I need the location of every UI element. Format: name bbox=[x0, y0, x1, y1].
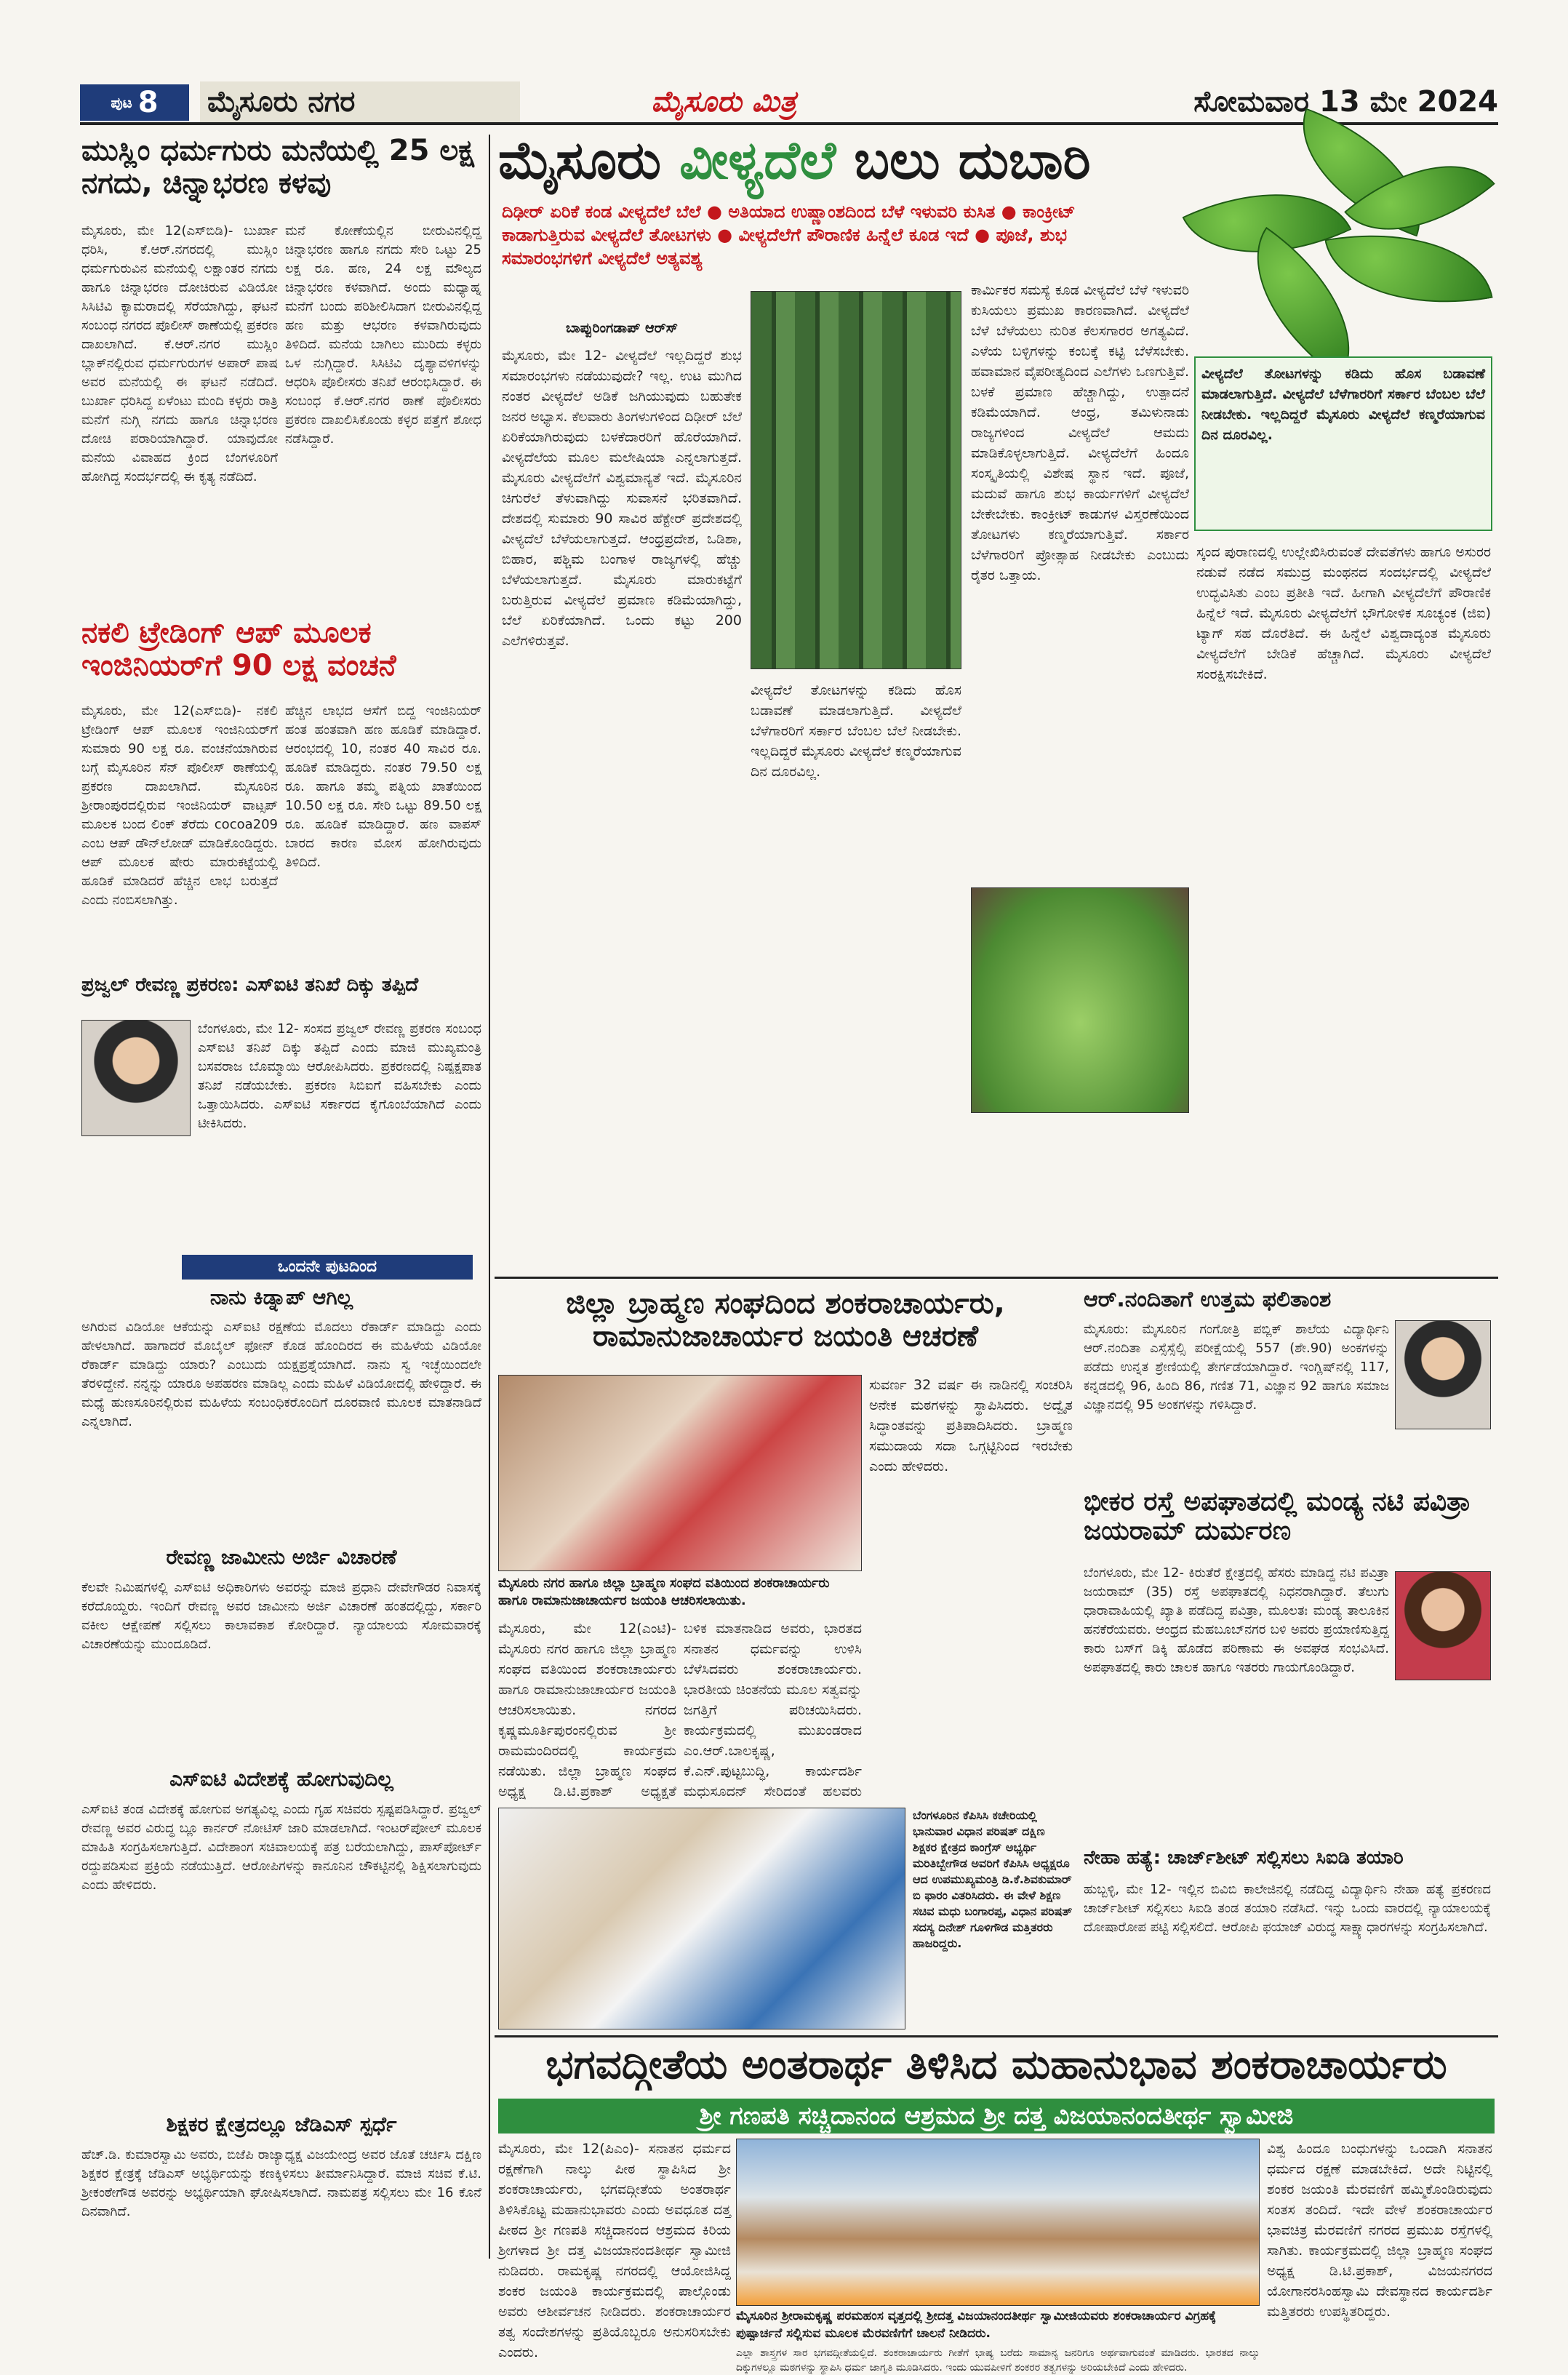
betel-boxed-text: ವೀಳ್ಯದೆಲೆ ತೋಟಗಳನ್ನು ಕಡಿದು ಹೊಸ ಬಡಾವಣೆ ಮಾಡಲಾಗುತ್ತಿದೆ. ವೀಳ್ಯದೆಲೆ ಬೆಳೆಗಾರರಿಗೆ ಸರ್ಕಾರ ಬೆಂಬಲ ಬೆಲೆ ನೀಡಬೇಕು. ಇಲ್ಲದಿದ್ದರೆ ಮೈಸೂರು ವೀಳ್ಯದೆಲೆ ಕಣ್ಮರೆಯಾಗುವ ದಿನ ದೂರವಿಲ್ಲ. bbox=[1201, 366, 1485, 443]
betel-col2: ಕಾರ್ಮಿಕರ ಸಮಸ್ಯೆ ಕೂಡ ವೀಳ್ಯದೆಲೆ ಬೆಳೆ ಇಳುವರಿ ಕುಸಿಯಲು ಪ್ರಮುಖ ಕಾರಣವಾಗಿದೆ. ವೀಳ್ಯದೆಲೆ ಬೆಳೆ ಬೆಳೆಯಲು ನುರಿತ ಕೆಲಸಗಾರರ ಅಗತ್ಯವಿದೆ. ಎಳೆಯ ಬಳ್ಳಿಗಳನ್ನು ಕಂಬಕ್ಕೆ ಕಟ್ಟಿ ಬೆಳೆಸಬೇಕು. ಹವಾಮಾನ ವೈಪರೀತ್ಯದಿಂದ ಎಲೆಗಳು ಒಣಗುತ್ತಿವೆ. ಬಳಕೆ ಪ್ರಮಾಣ ಹೆಚ್ಚಾಗಿದ್ದು, ಉತ್ಪಾದನೆ ಕಡಿಮೆಯಾಗಿದೆ. ಆಂಧ್ರ, ತಮಿಳುನಾಡು ರಾಜ್ಯಗಳಿಂದ ವೀಳ್ಯದೆಲೆ ಆಮದು ಮಾಡಿಕೊಳ್ಳಲಾಗುತ್ತಿದೆ. ವೀಳ್ಯದೆಲೆಗೆ ಹಿಂದೂ ಸಂಸ್ಕೃತಿಯಲ್ಲಿ ವಿಶೇಷ ಸ್ಥಾನ ಇದೆ. ಪೂಜೆ, ಮದುವೆ ಹಾಗೂ ಶುಭ ಕಾರ್ಯಗಳಿಗೆ ವೀಳ್ಯದೆಲೆ ಬೇಕೇಬೇಕು. ಕಾಂಕ್ರೀಟ್ ಕಾಡುಗಳ ವಿಸ್ತರಣೆಯಿಂದ ತೋಟಗಳು ಕಣ್ಮರೆಯಾಗುತ್ತಿವೆ. ಸರ್ಕಾರ ಬೆಳೆಗಾರರಿಗೆ ಪ್ರೋತ್ಸಾಹ ನೀಡಬೇಕು ಎಂಬುದು ರೈತರ ಒತ್ತಾಯ. bbox=[971, 282, 1189, 583]
gita-col1: ಮೈಸೂರು, ಮೇ 12(ಪಿಎಂ)- ಸನಾತನ ಧರ್ಮದ ರಕ್ಷಣೆಗಾಗಿ ನಾಲ್ಕು ಪೀಠ ಸ್ಥಾಪಿಸಿದ ಶ್ರೀ ಶಂಕರಾಚಾರ್ಯರು, ಭಗವದ್ಗೀತೆಯ ಅಂತರಾರ್ಥ ತಿಳಿಸಿಕೊಟ್ಟ ಮಹಾನುಭಾವರು ಎಂದು ಅವಧೂತ ದತ್ತ ಪೀಠದ ಶ್ರೀ ಗಣಪತಿ ಸಚ್ಚಿದಾನಂದ ಆಶ್ರಮದ ಕಿರಿಯ ಶ್ರೀಗಳಾದ ಶ್ರೀ ದತ್ತ ವಿಜಯಾನಂದತೀರ್ಥ ಸ್ವಾಮೀಜಿ ನುಡಿದರು. ರಾಮಕೃಷ್ಣ ನಗರದಲ್ಲಿ ಆಯೋಜಿಸಿದ್ದ ಶಂಕರ ಜಯಂತಿ ಕಾರ್ಯಕ್ರಮದಲ್ಲಿ ಪಾಲ್ಗೊಂಡು ಅವರು ಆಶೀರ್ವಚನ ನೀಡಿದರು. ಶಂಕರಾಚಾರ್ಯರ ತತ್ವ ಸಂದೇಶಗಳನ್ನು ಪ್ರತಿಯೊಬ್ಬರೂ ಅನುಸರಿಸಬೇಕು ಎಂದರು. bbox=[498, 2141, 731, 2360]
theft-col1: ಮೈಸೂರು, ಮೇ 12(ಎಸ್‌ಬಿಡಿ)- ಬುರ್ಖಾ ಧರಿಸಿ, ಕೆ.ಆರ್.ನಗರದಲ್ಲಿ ಮುಸ್ಲಿಂ ಧರ್ಮಗುರುವಿನ ಮನೆಯಲ್ಲಿ ಲಕ್ಷಾಂತರ ನಗದು ಹಾಗೂ ಚಿನ್ನಾಭರಣ ದೋಚಿರುವ ವಿಡಿಯೋ ಸಿಸಿಟಿವಿ ಕ್ಯಾಮರಾದಲ್ಲಿ ಸೆರೆಯಾಗಿದ್ದು, ಘಟನೆ ಸಂಬಂಧ ನಗರದ ಪೊಲೀಸ್ ಠಾಣೆಯಲ್ಲಿ ಪ್ರಕರಣ ದಾಖಲಾಗಿದೆ. ಕೆ.ಆರ್.ನಗರ ಮುಸ್ಲಿಂ ಬ್ಲಾಕ್‌ನಲ್ಲಿರುವ ಧರ್ಮಗುರುಗಳ ಅಪಾರ್ ಪಾಷ ಅವರ ಮನೆಯಲ್ಲಿ ಈ ಘಟನೆ ನಡೆದಿದೆ. ಬುರ್ಖಾ ಧರಿಸಿದ್ದ ಏಳೆಂಟು ಮಂದಿ ಕಳ್ಳರು ರಾತ್ರಿ ಮನೆಗೆ ನುಗ್ಗಿ ನಗದು ಹಾಗೂ ಚಿನ್ನಾಭರಣ ದೋಚಿ ಪರಾರಿಯಾಗಿದ್ದಾರೆ. ಯಾವುದೋ ಮನೆಯ ವಿವಾಹದ ಕ್ರಿಂದ ಬೆಂಗಳೂರಿಗೆ ಹೋಗಿದ್ದ ಸಂದರ್ಭದಲ್ಲಿ ಈ ಕೃತ್ಯ ನಡೆದಿದೆ. bbox=[81, 223, 278, 484]
gita-subhead: ಶ್ರೀ ಗಣಪತಿ ಸಚ್ಚಿದಾನಂದ ಆಶ್ರಮದ ಶ್ರೀ ದತ್ತ ವಿಜಯಾನಂದತೀರ್ಥ ಸ್ವಾಮೀಜಿ bbox=[498, 2099, 1495, 2133]
bullet-item: ದಿಢೀರ್ ಏರಿಕೆ ಕಂಡ ವೀಳ್ಯದೆಲೆ ಬೆಲೆ bbox=[502, 201, 701, 222]
bommai-photo bbox=[81, 1020, 191, 1136]
page-number: 8 bbox=[137, 86, 159, 119]
betel-col1: ಮೈಸೂರು, ಮೇ 12- ವೀಳ್ಯದೆಲೆ ಇಲ್ಲದಿದ್ದರೆ ಶುಭ ಸಮಾರಂಭಗಳು ನಡೆಯುವುದೇ? ಇಲ್ಲ. ಉಟ ಮುಗಿದ ನಂತರ ವೀಳ್ಯದೆಲೆ ಅಡಿಕೆ ಜಗಿಯುವುದು ಬಹುತೇಕ ಜನರ ಅಭ್ಯಾಸ. ಕೆಲವಾರು ತಿಂಗಳುಗಳಿಂದ ದಿಢೀರ್ ಬೆಲೆ ಏರಿಕೆಯಾಗಿರುವುದು ಬಳಕೆದಾರರಿಗೆ ಹೊರೆಯಾಗಿದೆ. ವೀಳ್ಯದೆಲೆಯ ಮೂಲ ಮಲೇಷಿಯಾ ಎನ್ನಲಾಗುತ್ತದೆ. ಮೈಸೂರು ವೀಳ್ಯದೆಲೆಗೆ ವಿಶ್ವಮಾನ್ಯತೆ ಇದೆ. ಮೈಸೂರಿನ ಚಿಗುರೆಲೆ ತೆಳುವಾಗಿದ್ದು ಸುವಾಸನೆ ಭರಿತವಾಗಿದೆ. ದೇಶದಲ್ಲಿ ಸುಮಾರು 90 ಸಾವಿರ ಹೆಕ್ಟೇರ್ ಪ್ರದೇಶದಲ್ಲಿ ವೀಳ್ಯದೆಲೆ ಬೆಳೆಯಲಾಗುತ್ತದೆ. ಆಂಧ್ರಪ್ರದೇಶ, ಒಡಿಶಾ, ಬಿಹಾರ, ಪಶ್ಚಿಮ ಬಂಗಾಳ ರಾಜ್ಯಗಳಲ್ಲಿ ಹೆಚ್ಚು ಬೆಳೆಯಲಾಗುತ್ತದೆ. ಮೈಸೂರು ಮಾರುಕಟ್ಟೆಗೆ ಬರುತ್ತಿರುವ ವೀಳ್ಯದೆಲೆ ಪ್ರಮಾಣ ಕಡಿಮೆಯಾಗಿದ್ದು, ಬೆಲೆ ಏರಿಕೆಯಾಗಿದೆ. ಒಂದು ಕಟ್ಟು 200 ಎಲೆಗಳಿರುತ್ತವೆ. bbox=[502, 348, 742, 649]
prajwal-headline: ಪ್ರಜ್ವಲ್ ರೇವಣ್ಣ ಪ್ರಕರಣ: ಎಸ್‌ಐಟಿ ತನಿಖೆ ದಿಕ್ಕು ತಪ್ಪಿದೆ bbox=[81, 974, 419, 996]
brahmin-event-photo bbox=[498, 1375, 862, 1571]
issue-date: ಸೋಮವಾರ 13 ಮೇ 2024 bbox=[1193, 85, 1498, 119]
theft-headline: ಮುಸ್ಲಿಂ ಧರ್ಮಗುರು ಮನೆಯಲ್ಲಿ 25 ಲಕ್ಷ ನಗದು, ಚಿನ್ನಾಭರಣ ಕಳವು bbox=[81, 134, 474, 200]
betel-headline-part1: ಮೈಸೂರು bbox=[498, 129, 680, 191]
betel-leaves-illustration bbox=[1164, 116, 1505, 364]
nandini-headline: ಆರ್.ನಂದಿತಾಗೆ ಉತ್ತಮ ಫಲಿತಾಂಶ bbox=[1084, 1287, 1332, 1312]
betel-vine-photo bbox=[751, 291, 961, 669]
brahmin-col1: ಸುವರ್ಣ 32 ವರ್ಷ ಈ ನಾಡಿನಲ್ಲಿ ಸಂಚರಿಸಿ ಅನೇಕ ಮಠಗಳನ್ನು ಸ್ಥಾಪಿಸಿದರು. ಅದ್ವೈತ ಸಿದ್ಧಾಂತವನ್ನು ಪ್ರತಿಪಾದಿಸಿದರು. ಬ್ರಾಹ್ಮಣ ಸಮುದಾಯ ಸದಾ ಒಗ್ಗಟ್ಟಿನಿಂದ ಇರಬೇಕು ಎಂದು ಹೇಳಿದರು. bbox=[869, 1377, 1073, 1474]
gita-col3: ವಿಶ್ವ ಹಿಂದೂ ಬಂಧುಗಳನ್ನು ಒಂದಾಗಿ ಸನಾತನ ಧರ್ಮದ ರಕ್ಷಣೆ ಮಾಡಬೇಕಿದೆ. ಅದೇ ನಿಟ್ಟಿನಲ್ಲಿ ಶಂಕರ ಜಯಂತಿ ಮೆರವಣಿಗೆ ಹಮ್ಮಿಕೊಂಡಿರುವುದು ಸಂತಸ ತಂದಿದೆ. ಇದೇ ವೇಳೆ ಶಂಕರಾಚಾರ್ಯರ ಭಾವಚಿತ್ರ ಮೆರವಣಿಗೆ ನಗರದ ಪ್ರಮುಖ ರಸ್ತೆಗಳಲ್ಲಿ ಸಾಗಿತು. ಕಾರ್ಯಕ್ರಮದಲ್ಲಿ ಜಿಲ್ಲಾ ಬ್ರಾಹ್ಮಣ ಸಂಘದ ಅಧ್ಯಕ್ಷ ಡಿ.ಟಿ.ಪ್ರಕಾಶ್, ವಿಜಯನಗರದ ಯೋಗಾನರಸಿಂಹಸ್ವಾಮಿ ದೇವಸ್ಥಾನದ ಕಾರ್ಯದರ್ಶಿ ಮತ್ತಿತರರು ಉಪಸ್ಥಿತರಿದ್ದರು. bbox=[1267, 2141, 1492, 2320]
betel-col3: ಸ್ಕಂದ ಪುರಾಣದಲ್ಲಿ ಉಲ್ಲೇಖಿಸಿರುವಂತೆ ದೇವತೆಗಳು ಹಾಗೂ ಅಸುರರ ನಡುವೆ ನಡೆದ ಸಮುದ್ರ ಮಂಥನದ ಸಂದರ್ಭದಲ್ಲಿ ವೀಳ್ಯದೆಲೆ ಉದ್ಭವಿಸಿತು ಎಂಬ ಪ್ರತೀತಿ ಇದೆ. ಹೀಗಾಗಿ ವೀಳ್ಯದೆಲೆಗೆ ಪೌರಾಣಿಕ ಹಿನ್ನೆಲೆ ಇದೆ. ಮೈಸೂರು ವೀಳ್ಯದೆಲೆಗೆ ಭೌಗೋಳಿಕ ಸೂಚ್ಯಂಕ (ಜಿಐ) ಟ್ಯಾಗ್ ಸಹ ದೊರೆತಿದೆ. ಈ ಹಿನ್ನೆಲೆ ವಿಶ್ವದಾದ್ಯಂತ ಮೈಸೂರು ವೀಳ್ಯದೆಲೆಗೆ ಬೇಡಿಕೆ ಹೆಚ್ಚಾಗಿದೆ. ಮೈಸೂರು ವೀಳ್ಯದೆಲೆ ಸಂರಕ್ಷಿಸಬೇಕಿದೆ. bbox=[1196, 544, 1491, 682]
fraud-col2: ಹೆಚ್ಚಿನ ಲಾಭದ ಆಸೆಗೆ ಬಿದ್ದ ಇಂಜಿನಿಯರ್ ಹಂತ ಹಂತವಾಗಿ ಹಣ ಹೂಡಿಕೆ ಮಾಡಿದ್ದಾರೆ. ಆರಂಭದಲ್ಲಿ 10, ನಂತರ 40 ಸಾವಿರ ರೂ. ಹೂಡಿಕೆ ಮಾಡಿದ್ದರು. ನಂತರ 79.50 ಲಕ್ಷ ರೂ. ಹಾಗೂ ತಮ್ಮ ಪತ್ನಿಯ ಖಾತೆಯಿಂದ 10.50 ಲಕ್ಷ ರೂ. ಸೇರಿ ಒಟ್ಟು 89.50 ಲಕ್ಷ ರೂ. ಹೂಡಿಕೆ ಮಾಡಿದ್ದಾರೆ. ಹಣ ವಾಪಸ್ ಬಾರದ ಕಾರಣ ಮೋಸ ಹೋಗಿರುವುದು ತಿಳಿದಿದೆ. bbox=[285, 703, 481, 870]
brahmin-col2: ಮೈಸೂರು, ಮೇ 12(ಎಂಟಿ)- ಮೈಸೂರು ನಗರ ಹಾಗೂ ಜಿಲ್ಲಾ ಬ್ರಾಹ್ಮಣ ಸಂಘದ ವತಿಯಿಂದ ಶಂಕರಾಚಾರ್ಯರು ಹಾಗೂ ರಾಮಾನುಜಾಚಾರ್ಯರ ಜಯಂತಿ ಆಚರಿಸಲಾಯಿತು. ನಗರದ ಕೃಷ್ಣಮೂರ್ತಿಪುರಂನಲ್ಲಿರುವ ಶ್ರೀ ರಾಮಮಂದಿರದಲ್ಲಿ ಕಾರ್ಯಕ್ರಮ ನಡೆಯಿತು. ಜಿಲ್ಲಾ ಬ್ರಾಹ್ಮಣ ಸಂಘದ ಅಧ್ಯಕ್ಷ ಡಿ.ಟಿ.ಪ್ರಕಾಶ್ ಅಧ್ಯಕ್ಷತೆ bbox=[498, 1621, 676, 1800]
brahmin-col3: ಬಳಿಕ ಮಾತನಾಡಿದ ಅವರು, ಭಾರತದ ಸನಾತನ ಧರ್ಮವನ್ನು ಉಳಿಸಿ ಬೆಳೆಸಿದವರು ಶಂಕರಾಚಾರ್ಯರು. ಭಾರತೀಯ ಚಿಂತನೆಯ ಮೂಲ ಸತ್ವವನ್ನು ಜಗತ್ತಿಗೆ ಪರಿಚಯಿಸಿದರು. ಕಾರ್ಯಕ್ರಮದಲ್ಲಿ ಮುಖಂಡರಾದ ಎಂ.ಆರ್.ಬಾಲಕೃಷ್ಣ, ಕೆ.ಎನ್.ಪುಟ್ಟಬುದ್ಧಿ, ಕಾರ್ಯದರ್ಶಿ ಮಧುಸೂದನ್ ಸೇರಿದಂತೆ ಹಲವರು bbox=[684, 1621, 862, 1800]
betel-bullets: ದಿಢೀರ್ ಏರಿಕೆ ಕಂಡ ವೀಳ್ಯದೆಲೆ ಬೆಲೆ ● ಅತಿಯಾದ ಉಷ್ಣಾಂಶದಿಂದ ಬೆಳೆ ಇಳುವರಿ ಕುಸಿತ ● ಕಾಂಕ್ರೀಟ್ ಕಾಡಾಗುತ್ತಿರುವ ವೀಳ್ಯದೆಲೆ ತೋಟಗಳು ● ವೀಳ್ಯದೆಲೆಗೆ ಪೌರಾಣಿಕ ಹಿನ್ನೆಲೆ ಕೂಡ ಇದೆ ● ಪೂಜೆ, ಶುಭ ಸಮಾರಂಭಗಳಿಗೆ ವೀಳ್ಯದೆಲೆ ಅತ್ಯವಶ್ಯ bbox=[502, 201, 1076, 268]
gita-headline: ಭಗವದ್ಗೀತೆಯ ಅಂತರಾರ್ಥ ತಿಳಿಸಿದ ಮಹಾನುಭಾವ ಶಂಕರಾಚಾರ್ಯರು bbox=[545, 2041, 1447, 2088]
betel-headline bbox=[498, 131, 1167, 196]
fraud-headline: ನಕಲಿ ಟ್ರೇಡಿಂಗ್ ಆಪ್ ಮೂಲಕ ಇಂಜಿನಿಯರ್‌ಗೆ 90 ಲಕ್ಷ ವಂಚನೆ bbox=[81, 616, 396, 682]
bullet-item: ವೀಳ್ಯದೆಲೆಗೆ ಪೌರಾಣಿಕ ಹಿನ್ನೆಲೆ ಕೂಡ ಇದೆ bbox=[738, 225, 969, 245]
theft-col2: ಮನೆ ಕೋಣೆಯಲ್ಲಿನ ಬೀರುವಿನಲ್ಲಿದ್ದ ಚಿನ್ನಾಭರಣ ಹಾಗೂ ನಗದು ಸೇರಿ ಒಟ್ಟು 25 ಲಕ್ಷ ರೂ. ಹಣ, 24 ಲಕ್ಷ ಮೌಲ್ಯದ ಚಿನ್ನಾಭರಣ ಕಳವಾಗಿದೆ. ಅಂದು ಮಧ್ಯಾಹ್ನ ಮನೆಗೆ ಬಂದು ಪರಿಶೀಲಿಸಿದಾಗ ಬೀರುವಿನಲ್ಲಿದ್ದ ಹಣ ಮತ್ತು ಆಭರಣ ಕಳವಾಗಿರುವುದು ತಿಳಿದಿದೆ. ಮನೆಯ ಬಾಗಿಲು ಮುರಿದು ಕಳ್ಳರು ಒಳ ನುಗ್ಗಿದ್ದಾರೆ. ಸಿಸಿಟಿವಿ ದೃಶ್ಯಾವಳಿಗಳನ್ನು ಆಧರಿಸಿ ಪೊಲೀಸರು ತನಿಖೆ ಆರಂಭಿಸಿದ್ದಾರೆ. ಈ ಸಂಬಂಧ ಕೆ.ಆರ್.ನಗರ ಠಾಣೆ ಪೊಲೀಸರು ಪ್ರಕರಣ ದಾಖಲಿಸಿಕೊಂಡು ಕಳ್ಳರ ಪತ್ತೆಗೆ ಶೋಧ ನಡೆಸಿದ್ದಾರೆ. bbox=[285, 223, 481, 447]
bail-body: ಕೆಲವೇ ನಿಮಿಷಗಳಲ್ಲಿ ಎಸ್‌ಐಟಿ ಅಧಿಕಾರಿಗಳು ಅವರನ್ನು ಮಾಜಿ ಪ್ರಧಾನಿ ದೇವೇಗೌಡರ ನಿವಾಸಕ್ಕೆ ಕರೆದೊಯ್ದರು. ಇಂದಿಗೆ ರೇವಣ್ಣ ಅವರ ಜಾಮೀನು ಅರ್ಜಿ ವಿಚಾರಣೆ ಹಂತದಲ್ಲಿದ್ದು, ಸರ್ಕಾರಿ ವಕೀಲ ಆಕ್ಷೇಪಣೆ ಸಲ್ಲಿಸಲು ಕಾಲಾವಕಾಶ ಕೋರಿದ್ದಾರೆ. ನ್ಯಾಯಾಲಯ ಸೋಮವಾರಕ್ಕೆ ವಿಚಾರಣೆಯನ್ನು ಮುಂದೂಡಿದೆ. bbox=[81, 1580, 481, 1652]
prajwal-body: ಬೆಂಗಳೂರು, ಮೇ 12- ಸಂಸದ ಪ್ರಜ್ವಲ್ ರೇವಣ್ಣ ಪ್ರಕರಣ ಸಂಬಂಧ ಎಸ್‌ಐಟಿ ತನಿಖೆ ದಿಕ್ಕು ತಪ್ಪಿದೆ ಎಂದು ಮಾಜಿ ಮುಖ್ಯಮಂತ್ರಿ ಬಸವರಾಜ ಬೊಮ್ಮಾಯಿ ಆರೋಪಿಸಿದರು. ಪ್ರಕರಣದಲ್ಲಿ ನಿಷ್ಪಕ್ಷಪಾತ ತನಿಖೆ ನಡೆಯಬೇಕು. ಪ್ರಕರಣ ಸಿಬಿಐಗೆ ವಹಿಸಬೇಕು ಎಂದು ಒತ್ತಾಯಿಸಿದರು. ಎಸ್‌ಐಟಿ ಸರ್ಕಾರದ ಕೈಗೊಂಬೆಯಾಗಿದೆ ಎಂದು ಟೀಕಿಸಿದರು. bbox=[198, 1021, 481, 1131]
section-rule-2 bbox=[495, 2035, 1498, 2037]
neha-body: ಹುಬ್ಬಳ್ಳಿ, ಮೇ 12- ಇಲ್ಲಿನ ಬಿವಿಬಿ ಕಾಲೇಜಿನಲ್ಲಿ ನಡೆದಿದ್ದ ವಿದ್ಯಾರ್ಥಿನಿ ನೇಹಾ ಹತ್ಯೆ ಪ್ರಕರಣದ ಚಾರ್ಜ್‌ಶೀಟ್ ಸಲ್ಲಿಸಲು ಸಿಐಡಿ ತಂಡ ತಯಾರಿ ನಡೆಸಿದೆ. ಇನ್ನು ಒಂದು ವಾರದಲ್ಲಿ ನ್ಯಾಯಾಲಯಕ್ಕೆ ದೋಷಾರೋಪ ಪಟ್ಟಿ ಸಲ್ಲಿಸಲಿದೆ. ಆರೋಪಿ ಫಯಾಜ್ ವಿರುದ್ಧ ಸಾಕ್ಷ್ಯಾಧಾರಗಳನ್ನು ಸಂಗ್ರಹಿಸಲಾಗಿದೆ. bbox=[1084, 1882, 1491, 1935]
nandini-photo bbox=[1395, 1320, 1491, 1429]
kidnap-body: ಅಗಿರುವ ವಿಡಿಯೋ ಆಕೆಯನ್ನು ಎಸ್‌ಐಟಿ ರಕ್ಷಣೆಯ ಮೊದಲು ರೆಕಾರ್ಡ್ ಮಾಡಿದ್ದು ಎಂದು ಹೇಳಲಾಗಿದೆ. ಹಾಗಾದರೆ ಮೊಬೈಲ್ ಫೋನ್ ಕೊಡ ಹೊಂದಿರದ ಈ ಮಹಿಳೆಯ ವಿಡಿಯೋ ರೆಕಾರ್ಡ್ ಮಾಡಿದ್ದು ಯಾರು? ಎಂಬುದು ಯಕ್ಷಪ್ರಶ್ನೆಯಾಗಿದೆ. ನಾನು ಸ್ವ ಇಚ್ಛೆಯಿಂದಲೇ ತೆರಳಿದ್ದೇನೆ. ನನ್ನನ್ನು ಯಾರೂ ಅಪಹರಣ ಮಾಡಿಲ್ಲ ಎಂದು ಮಹಿಳೆ ವಿಡಿಯೋದಲ್ಲಿ ಹೇಳಿದ್ದಾರೆ. ಈ ಮಧ್ಯೆ ಹುಣಸೂರಿನಲ್ಲಿರುವ ಮಹಿಳೆಯ ಸಂಬಂಧಿಕರೊಂದಿಗೆ ದೂರವಾಣಿ ಮೂಲಕ ಮಾತನಾಡಿದೆ ಎನ್ನಲಾಗಿದೆ. bbox=[81, 1320, 481, 1429]
column-divider bbox=[489, 135, 490, 2259]
bullet-item: ಅತಿಯಾದ ಉಷ್ಣಾಂಶದಿಂದ ಬೆಳೆ ಇಳುವರಿ ಕುಸಿತ bbox=[728, 201, 996, 222]
teacher-headline: ಶಿಕ್ಷಕರ ಕ್ಷೇತ್ರದಲ್ಲೂ ಜೆಡಿಎಸ್ ಸ್ಪರ್ಧೆ bbox=[166, 2112, 397, 2136]
sit-body: ಎಸ್‌ಐಟಿ ತಂಡ ವಿದೇಶಕ್ಕೆ ಹೋಗುವ ಅಗತ್ಯವಿಲ್ಲ ಎಂದು ಗೃಹ ಸಚಿವರು ಸ್ಪಷ್ಟಪಡಿಸಿದ್ದಾರೆ. ಪ್ರಜ್ವಲ್ ರೇವಣ್ಣ ಅವರ ವಿರುದ್ಧ ಬ್ಲೂ ಕಾರ್ನರ್ ನೋಟಿಸ್ ಜಾರಿ ಮಾಡಲಾಗಿದೆ. ಇಂಟರ್‌ಪೋಲ್ ಮೂಲಕ ಮಾಹಿತಿ ಸಂಗ್ರಹಿಸಲಾಗುತ್ತಿದೆ. ವಿದೇಶಾಂಗ ಸಚಿವಾಲಯಕ್ಕೆ ಪತ್ರ ಬರೆಯಲಾಗಿದ್ದು, ಪಾಸ್‌ಪೋರ್ಟ್ ರದ್ದುಪಡಿಸುವ ಪ್ರಕ್ರಿಯೆ ನಡೆಯುತ್ತಿದೆ. ಆರೋಪಿಗಳನ್ನು ಕಾನೂನಿನ ಚೌಕಟ್ಟಿನಲ್ಲಿ ಶಿಕ್ಷಿಸಲಾಗುವುದು ಎಂದು ಹೇಳಿದರು. bbox=[81, 1802, 481, 1893]
congress-caption: ಬೆಂಗಳೂರಿನ ಕೆಪಿಸಿಸಿ ಕಚೇರಿಯಲ್ಲಿ ಭಾನುವಾರ ವಿಧಾನ ಪರಿಷತ್ ದಕ್ಷಿಣ ಶಿಕ್ಷಕರ ಕ್ಷೇತ್ರದ ಕಾಂಗ್ರೆಸ್ ಅಭ್ಯರ್ಥಿ ಮರಿತಿಬ್ಬೇಗೌಡ ಅವರಿಗೆ ಕೆಪಿಸಿಸಿ ಅಧ್ಯಕ್ಷರೂ ಆದ ಉಪಮುಖ್ಯಮಂತ್ರಿ ಡಿ.ಕೆ.ಶಿವಕುಮಾರ್ ಬಿ ಫಾರಂ ವಿತರಿಸಿದರು. ಈ ವೇಳೆ ಶಿಕ್ಷಣ ಸಚಿವ ಮಧು ಬಂಗಾರಪ್ಪ, ವಿಧಾನ ಪರಿಷತ್ ಸದಸ್ಯ ದಿನೇಶ್ ಗೂಳಿಗೌಡ ಮತ್ತಿತರರು ಹಾಜರಿದ್ದರು. bbox=[913, 1808, 1073, 1950]
betel-byline: ಬಾಪ್ಪುರಿಂಗಡಾಪ್ ಆರ್‌ಸ್ bbox=[565, 320, 679, 336]
gita-caption: ಮೈಸೂರಿನ ಶ್ರೀರಾಮಕೃಷ್ಣ ಪರಮಹಂಸ ವೃತ್ತದಲ್ಲಿ ಶ್ರೀದತ್ತ ವಿಜಯಾನಂದತೀರ್ಥ ಸ್ವಾಮೀಜಿಯವರು ಶಂಕರಾಚಾರ್ಯರ ವಿಗ್ರಹಕ್ಕೆ ಪುಷ್ಪಾರ್ಚನೆ ಸಲ್ಲಿಸುವ ಮೂಲಕ ಮೆರವಣಿಗೆಗೆ ಚಾಲನೆ ನೀಡಿದರು. bbox=[736, 2309, 1217, 2341]
gita-procession-photo bbox=[736, 2139, 1260, 2306]
betel-headline-part3: ಬಲು ದುಬಾರಿ bbox=[836, 129, 1091, 191]
betel-bundle-photo bbox=[971, 887, 1189, 1113]
pavithra-headline: ಭೀಕರ ರಸ್ತೆ ಅಪಘಾತದಲ್ಲಿ ಮಂಡ್ಯ ನಟಿ ಪವಿತ್ರಾ ಜಯರಾಮ್ ದುರ್ಮರಣ bbox=[1084, 1487, 1471, 1546]
sit-headline: ಎಸ್‌ಐಟಿ ವಿದೇಶಕ್ಕೆ ಹೋಗುವುದಿಲ್ಲ bbox=[169, 1767, 393, 1791]
betel-boxed-note bbox=[1194, 356, 1492, 531]
continued-tab: ಒಂದನೇ ಪುಟದಿಂದ bbox=[182, 1255, 473, 1280]
section-rule bbox=[495, 1277, 1498, 1279]
newspaper-brand: ಮೈಸೂರು ಮಿತ್ರ bbox=[651, 85, 796, 119]
pavithra-photo bbox=[1395, 1571, 1491, 1680]
page-label: ಪುಟ bbox=[111, 94, 132, 111]
page-number-badge bbox=[80, 84, 189, 121]
betel-col2-repeat: ವೀಳ್ಯದೆಲೆ ತೋಟಗಳನ್ನು ಕಡಿದು ಹೊಸ ಬಡಾವಣೆ ಮಾಡಲಾಗುತ್ತಿದೆ. ವೀಳ್ಯದೆಲೆ ಬೆಳೆಗಾರರಿಗೆ ಸರ್ಕಾರ ಬೆಂಬಲ ಬೆಲೆ ನೀಡಬೇಕು. ಇಲ್ಲದಿದ್ದರೆ ಮೈಸೂರು ವೀಳ್ಯದೆಲೆ ಕಣ್ಮರೆಯಾಗುವ ದಿನ ದೂರವಿಲ್ಲ. bbox=[751, 682, 961, 780]
fraud-col1: ಮೈಸೂರು, ಮೇ 12(ಎಸ್‌ಬಿಡಿ)- ನಕಲಿ ಟ್ರೇಡಿಂಗ್ ಆಪ್ ಮೂಲಕ ಇಂಜಿನಿಯರ್‌ಗೆ ಸುಮಾರು 90 ಲಕ್ಷ ರೂ. ವಂಚನೆಯಾಗಿರುವ ಬಗ್ಗೆ ಮೈಸೂರಿನ ಸೆನ್ ಪೊಲೀಸ್ ಠಾಣೆಯಲ್ಲಿ ಪ್ರಕರಣ ದಾಖಲಾಗಿದೆ. ಮೈಸೂರಿನ ಶ್ರೀರಾಂಪುರದಲ್ಲಿರುವ ಇಂಜಿನಿಯರ್ ವಾಟ್ಸಪ್ ಮೂಲಕ ಬಂದ ಲಿಂಕ್ ತೆರೆದು cocoa209 ಎಂಬ ಆಪ್ ಡೌನ್‌ಲೋಡ್ ಮಾಡಿಕೊಂಡಿದ್ದರು. ಆಪ್ ಮೂಲಕ ಷೇರು ಮಾರುಕಟ್ಟೆಯಲ್ಲಿ ಹೂಡಿಕೆ ಮಾಡಿದರೆ ಹೆಚ್ಚಿನ ಲಾಭ ಬರುತ್ತದೆ ಎಂದು ನಂಬಿಸಲಾಗಿತ್ತು. bbox=[81, 703, 278, 908]
brahmin-caption: ಮೈಸೂರು ನಗರ ಹಾಗೂ ಜಿಲ್ಲಾ ಬ್ರಾಹ್ಮಣ ಸಂಘದ ವತಿಯಿಂದ ಶಂಕರಾಚಾರ್ಯರು ಹಾಗೂ ರಾಮಾನುಜಾಚಾರ್ಯರ ಜಯಂತಿ ಆಚರಿಸಲಾಯಿತು. bbox=[498, 1576, 830, 1608]
nandini-body: ಮೈಸೂರು: ಮೈಸೂರಿನ ಗಂಗೋತ್ರಿ ಪಬ್ಲಿಕ್ ಶಾಲೆಯ ವಿದ್ಯಾರ್ಥಿನಿ ಆರ್.ನಂದಿತಾ ಎಸ್ಸೆಸ್ಸೆಲ್ಸಿ ಪರೀಕ್ಷೆಯಲ್ಲಿ 557 (ಶೇ.90) ಅಂಕಗಳನ್ನು ಪಡೆದು ಉನ್ನತ ಶ್ರೇಣಿಯಲ್ಲಿ ತೇರ್ಗಡೆಯಾಗಿದ್ದಾರೆ. ಇಂಗ್ಲಿಷ್‌ನಲ್ಲಿ 117, ಕನ್ನಡದಲ್ಲಿ 96, ಹಿಂದಿ 86, ಗಣಿತ 71, ವಿಜ್ಞಾನ 92 ಹಾಗೂ ಸಮಾಜ ವಿಜ್ಞಾನದಲ್ಲಿ 95 ಅಂಕಗಳನ್ನು ಗಳಿಸಿದ್ದಾರೆ. bbox=[1084, 1322, 1389, 1413]
section-name: ಮೈಸೂರು ನಗರ bbox=[200, 81, 520, 122]
betel-headline-highlight: ವೀಳ್ಯದೆಲೆ bbox=[679, 129, 836, 191]
bullet-item: ಪೂಜೆ, ಶುಭ ಸಮಾರಂಭಗಳಿಗೆ ವೀಳ್ಯದೆಲೆ ಅತ್ಯವಶ್ಯ bbox=[502, 225, 1068, 268]
gita-col2: ಎಲ್ಲಾ ಶಾಸ್ತ್ರಗಳ ಸಾರ ಭಗವದ್ಗೀತೆಯಲ್ಲಿದೆ. ಶಂಕರಾಚಾರ್ಯರು ಗೀತೆಗೆ ಭಾಷ್ಯ ಬರೆದು ಸಾಮಾನ್ಯ ಜನರಿಗೂ ಅರ್ಥವಾಗುವಂತೆ ಮಾಡಿದರು. ಭಾರತದ ನಾಲ್ಕು ದಿಕ್ಕುಗಳಲ್ಲೂ ಮಠಗಳನ್ನು ಸ್ಥಾಪಿಸಿ ಧರ್ಮ ಜಾಗೃತಿ ಮೂಡಿಸಿದರು. ಇಂದು ಯುವಪೀಳಿಗೆ ಶಂಕರರ ತತ್ವಗಳನ್ನು ಅರಿಯಬೇಕಿದೆ ಎಂದು ಹೇಳಿದರು. bbox=[736, 2347, 1260, 2374]
betel-col2-continued bbox=[751, 680, 961, 1269]
neha-headline: ನೇಹಾ ಹತ್ಯೆ: ಚಾರ್ಜ್‌ಶೀಟ್ ಸಲ್ಲಿಸಲು ಸಿಐಡಿ ತಯಾರಿ bbox=[1084, 1847, 1404, 1869]
pavithra-body: ಬೆಂಗಳೂರು, ಮೇ 12- ಕಿರುತೆರೆ ಕ್ಷೇತ್ರದಲ್ಲಿ ಹೆಸರು ಮಾಡಿದ್ದ ನಟಿ ಪವಿತ್ರಾ ಜಯರಾಮ್ (35) ರಸ್ತೆ ಅಪಘಾತದಲ್ಲಿ ನಿಧನರಾಗಿದ್ದಾರೆ. ತೆಲುಗು ಧಾರಾವಾಹಿಯಲ್ಲಿ ಖ್ಯಾತಿ ಪಡೆದಿದ್ದ ಪವಿತ್ರಾ, ಮೂಲತಃ ಮಂಡ್ಯ ತಾಲೂಕಿನ ಹನಕೆರೆಯವರು. ಆಂಧ್ರದ ಮೆಹಬೂಬ್‌ನಗರ ಬಳಿ ಅವರು ಪ್ರಯಾಣಿಸುತ್ತಿದ್ದ ಕಾರು ಬಸ್‌ಗೆ ಡಿಕ್ಕಿ ಹೊಡೆದ ಪರಿಣಾಮ ಈ ಅವಘಡ ಸಂಭವಿಸಿದೆ. ಅಪಘಾತದಲ್ಲಿ ಕಾರು ಚಾಲಕ ಹಾಗೂ ಇತರರು ಗಾಯಗೊಂಡಿದ್ದಾರೆ. bbox=[1084, 1565, 1389, 1675]
bullet-item: ಕಾಂಕ್ರೀಟ್ ಕಾಡಾಗುತ್ತಿರುವ ವೀಳ್ಯದೆಲೆ ತೋಟಗಳು bbox=[502, 201, 1076, 245]
kidnap-headline: ನಾನು ಕಿಡ್ನಾಪ್ ಆಗಿಲ್ಲ bbox=[209, 1285, 353, 1309]
brahmin-headline: ಜಿಲ್ಲಾ ಬ್ರಾಹ್ಮಣ ಸಂಘದಿಂದ ಶಂಕರಾಚಾರ್ಯರು, ರಾಮಾನುಜಾಚಾರ್ಯರ ಜಯಂತಿ ಆಚರಣೆ bbox=[566, 1287, 1005, 1353]
bail-headline: ರೇವಣ್ಣ ಜಾಮೀನು ಅರ್ಜಿ ವಿಚಾರಣೆ bbox=[166, 1545, 397, 1569]
teacher-body: ಹೆಚ್.ಡಿ. ಕುಮಾರಸ್ವಾಮಿ ಅವರು, ಬಿಜೆಪಿ ರಾಜ್ಯಾಧ್ಯಕ್ಷ ವಿಜಯೇಂದ್ರ ಅವರ ಜೊತೆ ಚರ್ಚಿಸಿ ದಕ್ಷಿಣ ಶಿಕ್ಷಕರ ಕ್ಷೇತ್ರಕ್ಕೆ ಜೆಡಿಎಸ್ ಅಭ್ಯರ್ಥಿಯನ್ನು ಕಣಕ್ಕಿಳಿಸಲು ತೀರ್ಮಾನಿಸಿದ್ದಾರೆ. ಮಾಜಿ ಸಚಿವ ಕೆ.ಟಿ. ಶ್ರೀಕಂಠೇಗೌಡ ಅವರನ್ನು ಅಭ್ಯರ್ಥಿಯಾಗಿ ಘೋಷಿಸಲಾಗಿದೆ. ನಾಮಪತ್ರ ಸಲ್ಲಿಸಲು ಮೇ 16 ಕೊನೆ ದಿನವಾಗಿದೆ. bbox=[81, 2147, 481, 2219]
congress-bform-photo bbox=[498, 1808, 905, 2029]
